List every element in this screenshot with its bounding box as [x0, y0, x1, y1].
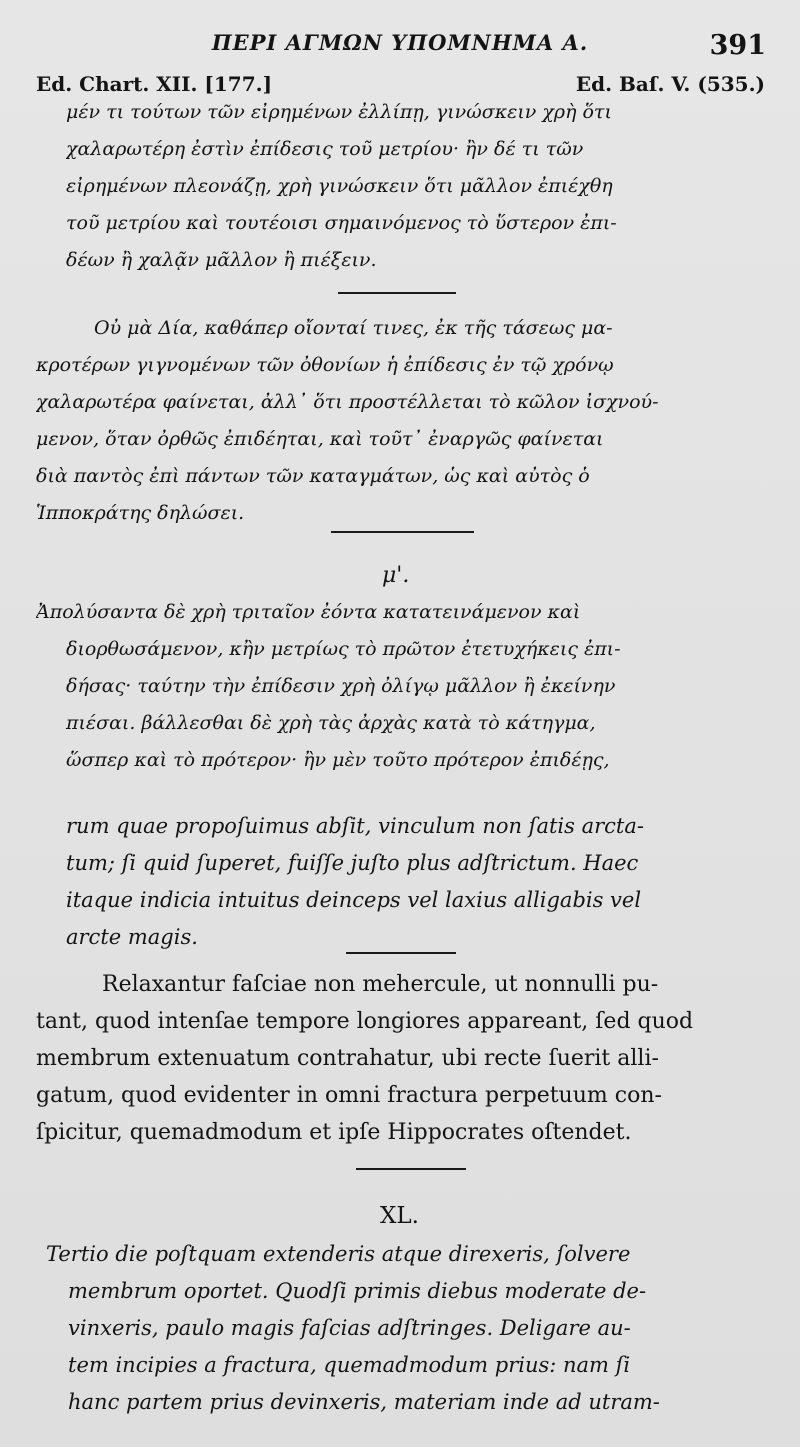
text-line: δέων ἢ χαλᾷν μᾶλλον ἢ πιέξειν.	[66, 249, 377, 271]
text-line: διορθωσάμενον, κἢν μετρίως τὸ πρῶτον ἐτετυχήκεις ἐπι-	[66, 638, 621, 660]
section-divider	[346, 952, 456, 954]
section-divider	[356, 1168, 466, 1170]
text-line: δήσας· ταύτην τὴν ἐπίδεσιν χρὴ ὀλίγῳ μᾶλλον ἢ ἐκείνην	[66, 675, 616, 697]
greek-section-number: μ'.	[382, 563, 410, 588]
greek-paragraph-1	[66, 94, 766, 279]
latin-italic-paragraph-1	[66, 808, 766, 956]
text-line: μέν τι τούτων τῶν εἰρημένων ἐλλίπῃ, γινώσκειν χρὴ ὅτι	[66, 101, 612, 123]
text-line: Tertio die poſtquam extenderis atque direxeris, ſolvere	[46, 1242, 631, 1266]
text-line: Οὐ μὰ Δία, καθάπερ οἴονταί τινες, ἐκ τῆς τάσεως μα-	[94, 317, 613, 339]
text-line: hanc partem prius devinxeris, materiam inde ad utram-	[68, 1390, 660, 1414]
section-divider	[331, 531, 474, 533]
text-line: membrum extenuatum contrahatur, ubi recte ſuerit alli-	[36, 1046, 659, 1071]
text-line: διὰ παντὸς ἐπὶ πάντων τῶν καταγμάτων, ὡς καὶ αὐτὸς ὁ	[36, 465, 590, 487]
edition-references	[36, 72, 765, 96]
text-line: εἰρημένων πλεονάζῃ, χρὴ γινώσκειν ὅτι μᾶλλον ἐπιέχθη	[66, 175, 613, 197]
text-line: ὥσπερ καὶ τὸ πρότερον· ἢν μὲν τοῦτο πρότερον ἐπιδέῃς,	[66, 749, 610, 771]
latin-italic-paragraph-2	[36, 1236, 766, 1421]
page-number: 391	[709, 30, 766, 61]
text-line: tant, quod intenſae tempore longiores appareant, ſed quod	[36, 1009, 694, 1034]
text-line: πιέσαι. βάλλεσθαι δὲ χρὴ τὰς ἀρχὰς κατὰ τὸ κάτηγμα,	[66, 712, 596, 734]
edition-chartier-reference: Ed. Chart. XII. [177.]	[36, 72, 273, 96]
latin-section-number: XL.	[380, 1203, 419, 1229]
text-line: χαλαρωτέρη ἐστὶν ἐπίδεσις τοῦ μετρίου· ἢν δέ τι τῶν	[66, 138, 584, 160]
text-line: χαλαρωτέρα φαίνεται, ἀλλ᾽ ὅτι προστέλλεται τὸ κῶλον ἰσχνού-	[36, 391, 659, 413]
text-line: Ἱπποκράτης δηλώσει.	[36, 502, 245, 524]
text-line: τοῦ μετρίου καὶ τουτέοισι σημαινόμενος τὸ ὕστερον ἐπι-	[66, 212, 617, 234]
text-line: itaque indicia intuitus deinceps vel laxius alligabis vel	[66, 888, 642, 912]
text-line: μενον, ὅταν ὀρθῶς ἐπιδέηται, καὶ τοῦτ᾽ ἐναργῶς φαίνεται	[36, 428, 604, 450]
text-line: ſpicitur, quemadmodum et ipſe Hippocrates oſtendet.	[36, 1120, 632, 1145]
greek-paragraph-3	[36, 594, 766, 779]
greek-paragraph-2	[36, 310, 766, 532]
edition-basel-reference: Ed. Baſ. V. (535.)	[575, 72, 765, 96]
running-title: ΠΕΡΙ ΑΓΜΩΝ ΥΠΟΜΝΗΜΑ Α.	[211, 30, 589, 55]
text-line: κροτέρων γιγνομένων τῶν ὀθονίων ἡ ἐπίδεσις ἐν τῷ χρόνῳ	[36, 354, 614, 376]
text-line: tum; ſi quid ſuperet, fuiſſe juſto plus adſtrictum. Haec	[66, 851, 639, 875]
text-line: Relaxantur faſciae non mehercule, ut nonnulli pu-	[102, 972, 659, 997]
text-line: vinxeris, paulo magis faſcias adſtringes. Deligare au-	[68, 1316, 631, 1340]
text-line: Ἀπολύσαντα δὲ χρὴ τριταῖον ἐόντα κατατεινάμενον καὶ	[36, 601, 581, 623]
text-line: tem incipies a fractura, quemadmodum prius: nam ſi	[68, 1353, 631, 1377]
text-line: membrum oportet. Quodſi primis diebus moderate de-	[68, 1279, 647, 1303]
section-divider	[338, 292, 456, 294]
text-line: arcte magis.	[66, 925, 198, 949]
text-line: gatum, quod evidenter in omni fractura perpetuum con-	[36, 1083, 662, 1108]
text-line: rum quae propoſuimus abſit, vinculum non ſatis arcta-	[66, 814, 644, 838]
latin-paragraph	[36, 966, 766, 1151]
